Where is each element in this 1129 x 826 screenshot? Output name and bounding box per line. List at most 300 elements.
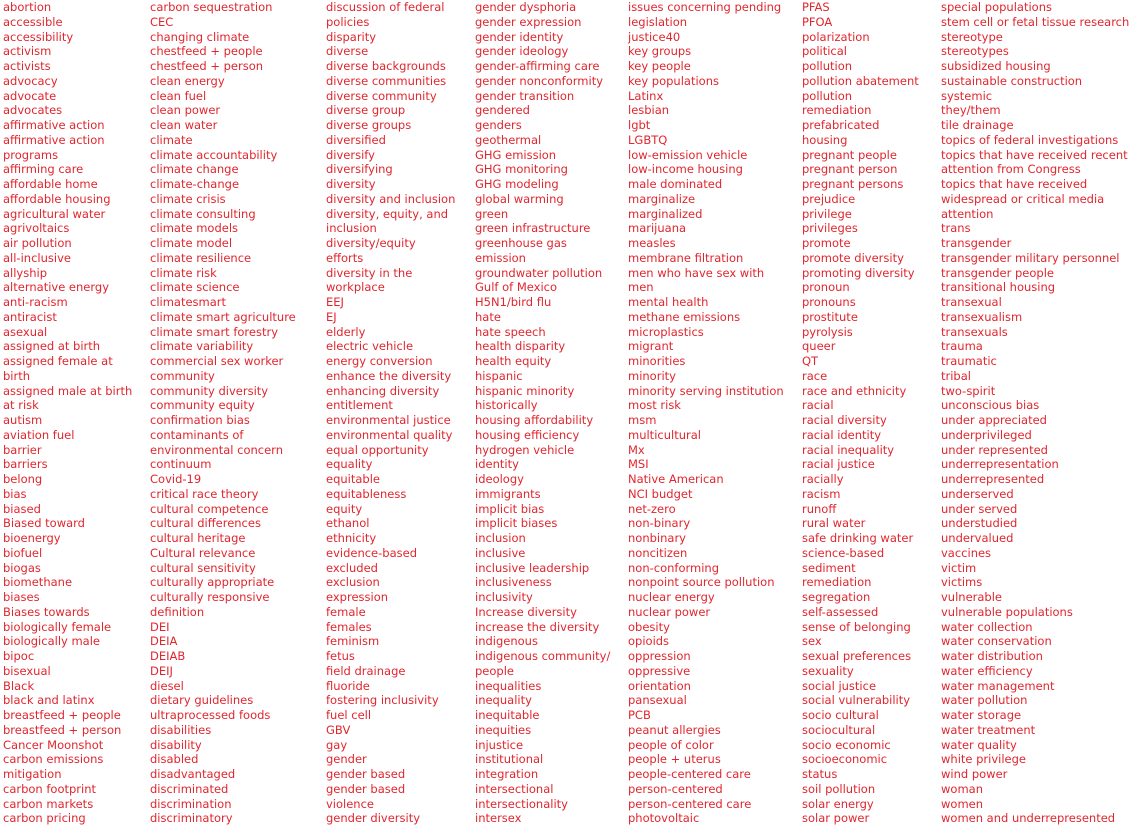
- word-entry: special populations: [941, 0, 1052, 14]
- word-entry: under served: [941, 501, 1018, 516]
- word-entry: carbon markets: [3, 796, 94, 811]
- word-entry: bisexual: [3, 663, 51, 678]
- word-entry: increase the diversity: [475, 619, 600, 634]
- word-entry: commercial sex worker: [150, 354, 284, 368]
- word-entry: microplastics: [628, 324, 704, 339]
- word-entry: wind power: [941, 767, 1008, 781]
- word-entry: inclusivity: [475, 590, 533, 604]
- word-entry: indigenous community/: [475, 649, 611, 663]
- word-entry: multicultural: [628, 427, 701, 442]
- word-entry: fuel cell: [326, 708, 372, 722]
- word-entry: energy conversion: [326, 354, 433, 368]
- word-entry: clean water: [150, 118, 218, 132]
- word-entry: bias: [3, 486, 27, 501]
- word-entry: oppressive: [628, 663, 691, 678]
- word-entry: GHG monitoring: [475, 162, 568, 177]
- word-entry: victim: [941, 560, 977, 575]
- word-entry: equitable: [326, 472, 380, 486]
- word-entry: field drainage: [326, 663, 406, 678]
- word-entry: environmental justice: [326, 413, 451, 427]
- word-entry: sexual preferences: [802, 649, 912, 663]
- word-entry: men who have sex with: [628, 265, 765, 280]
- word-entry: gender: [326, 752, 367, 767]
- word-entry: injustice: [475, 737, 524, 752]
- word-entry: inequitable: [475, 708, 540, 722]
- word-entry: workplace: [326, 280, 385, 295]
- word-entry: emission: [475, 250, 526, 265]
- word-entry: gender identity: [475, 29, 564, 44]
- word-entry: marginalized: [628, 206, 703, 221]
- word-entry: vulnerable populations: [941, 604, 1073, 619]
- word-entry: DEIJ: [150, 663, 173, 678]
- word-entry: transgender people: [941, 265, 1054, 280]
- word-entry: mental health: [628, 295, 709, 309]
- word-entry: person-centered: [628, 781, 723, 796]
- word-entry: marginalize: [628, 191, 696, 206]
- word-entry: key populations: [628, 73, 719, 88]
- word-entry: woman: [941, 781, 983, 796]
- word-entry: fetus: [326, 649, 355, 663]
- word-entry: inclusive: [475, 545, 526, 560]
- word-entry: cultural heritage: [150, 531, 246, 545]
- word-entry: measles: [628, 236, 676, 250]
- word-entry: carbon pricing: [3, 811, 86, 826]
- word-entry: systemic: [941, 88, 993, 103]
- word-entry: green infrastructure: [475, 221, 591, 236]
- word-entry: groundwater pollution: [475, 265, 603, 280]
- word-entry: biologically male: [3, 634, 100, 649]
- word-entry: remediation: [802, 103, 872, 118]
- word-column-6: [802, 0, 919, 826]
- word-entry: runoff: [802, 501, 837, 516]
- word-entry: discussion of federal: [326, 0, 445, 14]
- word-entry: fluoride: [326, 678, 370, 693]
- word-entry: health disparity: [475, 339, 566, 354]
- word-entry: biofuel: [3, 545, 43, 560]
- word-entry: prostitute: [802, 309, 858, 324]
- word-entry: Covid-19: [150, 472, 202, 486]
- word-entry: stem cell or fetal tissue research: [941, 14, 1129, 29]
- word-entry: methane emissions: [628, 309, 741, 324]
- word-entry: diverse group: [326, 103, 406, 118]
- word-entry: pollution: [802, 59, 853, 73]
- word-entry: climate resilience: [150, 250, 252, 265]
- word-entry: opioids: [628, 634, 670, 649]
- word-entry: inclusion: [475, 531, 526, 545]
- word-entry: disparity: [326, 29, 377, 44]
- word-entry: non-conforming: [628, 560, 720, 575]
- word-entry: gender expression: [475, 14, 582, 29]
- word-entry: stereotype: [941, 29, 1003, 44]
- word-entry: minority: [628, 368, 676, 383]
- word-entry: peanut allergies: [628, 722, 721, 737]
- word-entry: trauma: [941, 339, 983, 354]
- word-entry: pregnant people: [802, 147, 897, 162]
- word-entry: ultraprocessed foods: [150, 708, 271, 722]
- word-entry: person-centered care: [628, 796, 752, 811]
- word-entry: nuclear energy: [628, 590, 715, 604]
- word-entry: discriminatory: [150, 811, 233, 826]
- word-entry: pronoun: [802, 280, 850, 295]
- word-entry: issues concerning pending: [628, 0, 782, 14]
- word-entry: affordable housing: [3, 191, 111, 206]
- word-entry: females: [326, 619, 372, 634]
- word-entry: marijuana: [628, 221, 687, 236]
- word-entry: diversity, equity, and: [326, 206, 449, 221]
- word-entry: carbon sequestration: [150, 0, 273, 14]
- word-entry: environmental concern: [150, 442, 283, 457]
- word-entry: understudied: [941, 516, 1018, 531]
- word-entry: enhancing diversity: [326, 383, 440, 398]
- word-entry: vulnerable: [941, 590, 1002, 604]
- word-entry: two-spirit: [941, 383, 996, 398]
- word-entry: membrane filtration: [628, 250, 744, 265]
- word-entry: advocates: [3, 103, 63, 118]
- word-entry: prejudice: [802, 191, 856, 206]
- word-entry: DEI: [150, 619, 170, 634]
- word-entry: clean power: [150, 103, 221, 118]
- word-entry: indigenous: [475, 634, 538, 649]
- word-entry: black and latinx: [3, 693, 95, 708]
- word-entry: pyrolysis: [802, 324, 853, 339]
- word-entry: racial inequality: [802, 442, 895, 457]
- word-entry: birth: [3, 368, 31, 383]
- word-entry: climate models: [150, 221, 239, 236]
- word-entry: discriminated: [150, 781, 229, 796]
- word-entry: Biased toward: [3, 516, 85, 531]
- word-entry: equity: [326, 501, 363, 516]
- word-entry: under appreciated: [941, 413, 1047, 427]
- word-entry: pollution abatement: [802, 73, 919, 88]
- word-entry: cultural differences: [150, 516, 261, 531]
- word-entry: sexuality: [802, 663, 854, 678]
- word-entry: gender based: [326, 781, 406, 796]
- word-entry: GBV: [326, 722, 351, 737]
- word-entry: oppression: [628, 649, 691, 663]
- word-entry: climate change: [150, 162, 239, 177]
- word-entry: diesel: [150, 678, 184, 693]
- word-entry: inequalities: [475, 678, 542, 693]
- word-entry: antiracist: [3, 309, 57, 324]
- word-entry: diverse communities: [326, 73, 447, 88]
- word-entry: H5N1/bird flu: [475, 295, 552, 309]
- word-entry: feminism: [326, 634, 380, 649]
- word-entry: community: [150, 368, 215, 383]
- word-entry: excluded: [326, 560, 378, 575]
- word-entry: MSI: [628, 457, 649, 472]
- word-entry: transitional housing: [941, 280, 1056, 295]
- word-entry: sex: [802, 634, 822, 649]
- word-entry: people + uterus: [628, 752, 721, 767]
- word-entry: disabilities: [150, 722, 212, 737]
- word-entry: water pollution: [941, 693, 1028, 708]
- word-entry: social vulnerability: [802, 693, 911, 708]
- word-entry: hate speech: [475, 324, 546, 339]
- word-entry: underprivileged: [941, 427, 1032, 442]
- word-entry: advocate: [3, 88, 57, 103]
- word-entry: climate consulting: [150, 206, 256, 221]
- word-entry: environmental quality: [326, 427, 453, 442]
- word-entry: alternative energy: [3, 280, 109, 295]
- word-entry: all-inclusive: [3, 250, 71, 265]
- word-column-1: [3, 0, 132, 826]
- word-entry: chestfeed + people: [150, 44, 263, 59]
- word-entry: breastfeed + person: [3, 722, 122, 737]
- word-entry: socioeconomic: [802, 752, 888, 767]
- word-entry: climate model: [150, 236, 233, 250]
- word-entry: continuum: [150, 457, 212, 472]
- word-entry: disadvantaged: [150, 767, 236, 781]
- word-entry: chestfeed + person: [150, 59, 264, 73]
- word-entry: asexual: [3, 324, 48, 339]
- word-entry: programs: [3, 147, 59, 162]
- word-entry: policies: [326, 14, 370, 29]
- word-entry: pregnant persons: [802, 177, 904, 191]
- word-entry: soil pollution: [802, 781, 876, 796]
- word-entry: implicit biases: [475, 516, 558, 531]
- word-entry: housing efficiency: [475, 427, 580, 442]
- word-entry: water quality: [941, 737, 1017, 752]
- word-entry: expression: [326, 590, 389, 604]
- word-entry: geothermal: [475, 132, 542, 147]
- word-entry: Cancer Moonshot: [3, 737, 104, 752]
- word-entry: affirmative action: [3, 118, 105, 132]
- word-entry: topics that have received: [941, 177, 1088, 191]
- word-entry: status: [802, 767, 838, 781]
- word-entry: people-centered care: [628, 767, 751, 781]
- word-entry: hate: [475, 309, 501, 324]
- word-entry: transgender military personnel: [941, 250, 1120, 265]
- word-entry: bioenergy: [3, 531, 61, 545]
- word-entry: water collection: [941, 619, 1033, 634]
- word-entry: water efficiency: [941, 663, 1033, 678]
- word-entry: GHG emission: [475, 147, 557, 162]
- word-entry: biomethane: [3, 575, 73, 590]
- word-entry: biases: [3, 590, 40, 604]
- word-entry: activism: [3, 44, 52, 59]
- word-entry: segregation: [802, 590, 871, 604]
- word-entry: Cultural relevance: [150, 545, 256, 560]
- word-entry: equality: [326, 457, 373, 472]
- word-entry: biogas: [3, 560, 41, 575]
- word-entry: polarization: [802, 29, 870, 44]
- word-entry: clean energy: [150, 73, 225, 88]
- word-entry: affirmative action: [3, 132, 105, 147]
- word-entry: implicit bias: [475, 501, 545, 516]
- word-entry: diverse: [326, 44, 369, 59]
- word-entry: green: [475, 206, 509, 221]
- word-entry: inequality: [475, 693, 532, 708]
- word-entry: gender-affirming care: [475, 59, 600, 73]
- word-entry: Black: [3, 678, 35, 693]
- word-entry: water management: [941, 678, 1055, 693]
- word-entry: cultural sensitivity: [150, 560, 256, 575]
- word-entry: water conservation: [941, 634, 1052, 649]
- word-entry: community diversity: [150, 383, 269, 398]
- word-entry: water treatment: [941, 722, 1036, 737]
- word-entry: prefabricated: [802, 118, 880, 132]
- word-entry: minority serving institution: [628, 383, 784, 398]
- word-entry: global warming: [475, 191, 564, 206]
- word-entry: DEIAB: [150, 649, 186, 663]
- word-entry: men: [628, 280, 654, 295]
- word-entry: orientation: [628, 678, 691, 693]
- word-entry: tribal: [941, 368, 971, 383]
- word-entry: enhance the diversity: [326, 368, 452, 383]
- word-entry: dietary guidelines: [150, 693, 254, 708]
- word-entry: fostering inclusivity: [326, 693, 439, 708]
- word-entry: gender dysphoria: [475, 0, 577, 14]
- word-entry: EJ: [326, 309, 337, 324]
- word-entry: changing climate: [150, 29, 250, 44]
- word-entry: hispanic minority: [475, 383, 575, 398]
- word-entry: barrier: [3, 442, 42, 457]
- word-entry: obesity: [628, 619, 670, 634]
- word-entry: climate-change: [150, 177, 240, 191]
- word-entry: diversifying: [326, 162, 393, 177]
- word-entry: male dominated: [628, 177, 723, 191]
- word-entry: queer: [802, 339, 836, 354]
- word-entry: climate science: [150, 280, 240, 295]
- word-entry: unconscious bias: [941, 398, 1040, 413]
- word-column-5: [628, 0, 784, 826]
- word-entry: ideology: [475, 472, 524, 486]
- word-entry: entitlement: [326, 398, 393, 413]
- word-entry: immigrants: [475, 486, 541, 501]
- word-entry: mitigation: [3, 767, 62, 781]
- word-entry: racial justice: [802, 457, 875, 472]
- word-entry: sociocultural: [802, 722, 876, 737]
- word-entry: transgender: [941, 236, 1012, 250]
- word-entry: intersex: [475, 811, 522, 826]
- word-entry: definition: [150, 604, 205, 619]
- word-entry: underrepresented: [941, 472, 1045, 486]
- word-entry: culturally appropriate: [150, 575, 275, 590]
- word-entry: climate risk: [150, 265, 217, 280]
- word-entry: inclusive leadership: [475, 560, 590, 575]
- word-entry: accessibility: [3, 29, 74, 44]
- word-entry: water storage: [941, 708, 1022, 722]
- word-entry: identity: [475, 457, 519, 472]
- word-entry: privileges: [802, 221, 858, 236]
- word-entry: aviation fuel: [3, 427, 75, 442]
- word-entry: sediment: [802, 560, 856, 575]
- word-entry: topics that have received recent: [941, 147, 1128, 162]
- word-entry: msm: [628, 413, 657, 427]
- word-entry: lesbian: [628, 103, 670, 118]
- word-column-7: [941, 0, 1129, 826]
- word-entry: PFAS: [802, 0, 830, 14]
- word-entry: agricultural water: [3, 206, 106, 221]
- word-entry: ethanol: [326, 516, 370, 531]
- word-entry: stereotypes: [941, 44, 1009, 59]
- word-entry: anti-racism: [3, 295, 68, 309]
- word-entry: allyship: [3, 265, 48, 280]
- word-entry: low-income housing: [628, 162, 743, 177]
- word-entry: science-based: [802, 545, 885, 560]
- word-entry: Native American: [628, 472, 724, 486]
- word-entry: diversify: [326, 147, 375, 162]
- word-entry: CEC: [150, 14, 174, 29]
- word-entry: diversified: [326, 132, 386, 147]
- word-entry: biased: [3, 501, 41, 516]
- word-entry: violence: [326, 796, 374, 811]
- word-entry: promote diversity: [802, 250, 904, 265]
- word-entry: genders: [475, 118, 522, 132]
- word-entry: PCB: [628, 708, 651, 722]
- word-entry: affirming care: [3, 162, 84, 177]
- word-entry: carbon footprint: [3, 781, 97, 796]
- word-entry: race and ethnicity: [802, 383, 907, 398]
- word-entry: rural water: [802, 516, 866, 531]
- word-entry: legislation: [628, 14, 688, 29]
- word-entry: activists: [3, 59, 51, 73]
- word-entry: belong: [3, 472, 43, 486]
- word-entry: efforts: [326, 250, 364, 265]
- word-entry: disability: [150, 737, 202, 752]
- word-entry: safe drinking water: [802, 531, 914, 545]
- word-entry: tile drainage: [941, 118, 1014, 132]
- word-entry: climate variability: [150, 339, 254, 354]
- word-entry: solar power: [802, 811, 870, 826]
- word-entry: LGBTQ: [628, 132, 668, 147]
- word-entry: racially: [802, 472, 844, 486]
- word-entry: socio cultural: [802, 708, 879, 722]
- word-entry: non-binary: [628, 516, 691, 531]
- word-entry: QT: [802, 354, 819, 368]
- word-entry: underserved: [941, 486, 1014, 501]
- word-entry: attention from Congress: [941, 162, 1081, 177]
- word-entry: intersectional: [475, 781, 554, 796]
- word-entry: diverse groups: [326, 118, 412, 132]
- word-entry: transexuals: [941, 324, 1008, 339]
- word-column-4: [475, 0, 610, 826]
- word-entry: racial identity: [802, 427, 882, 442]
- word-entry: equal opportunity: [326, 442, 429, 457]
- word-entry: photovoltaic: [628, 811, 700, 826]
- word-entry: health equity: [475, 354, 552, 368]
- word-entry: confirmation bias: [150, 413, 250, 427]
- word-entry: racial diversity: [802, 413, 887, 427]
- word-entry: socio economic: [802, 737, 891, 752]
- word-entry: nonpoint source pollution: [628, 575, 775, 590]
- word-entry: integration: [475, 767, 539, 781]
- word-entry: institutional: [475, 752, 544, 767]
- word-entry: white privilege: [941, 752, 1026, 767]
- word-entry: attention: [941, 206, 994, 221]
- word-entry: gendered: [475, 103, 530, 118]
- word-entry: gay: [326, 737, 348, 752]
- word-entry: EEJ: [326, 295, 344, 309]
- word-entry: breastfeed + people: [3, 708, 121, 722]
- word-entry: contaminants of: [150, 427, 244, 442]
- word-entry: air pollution: [3, 236, 72, 250]
- word-entry: diversity/equity: [326, 236, 416, 250]
- word-entry: cultural competence: [150, 501, 269, 516]
- word-entry: intersectionality: [475, 796, 568, 811]
- word-entry: promoting diversity: [802, 265, 915, 280]
- word-entry: hydrogen vehicle: [475, 442, 575, 457]
- word-entry: solar energy: [802, 796, 874, 811]
- word-entry: affordable home: [3, 177, 98, 191]
- word-entry: Biases towards: [3, 604, 90, 619]
- word-entry: net-zero: [628, 501, 676, 516]
- word-entry: traumatic: [941, 354, 997, 368]
- word-entry: female: [326, 604, 366, 619]
- word-entry: undervalued: [941, 531, 1014, 545]
- word-entry: PFOA: [802, 14, 833, 29]
- word-entry: exclusion: [326, 575, 380, 590]
